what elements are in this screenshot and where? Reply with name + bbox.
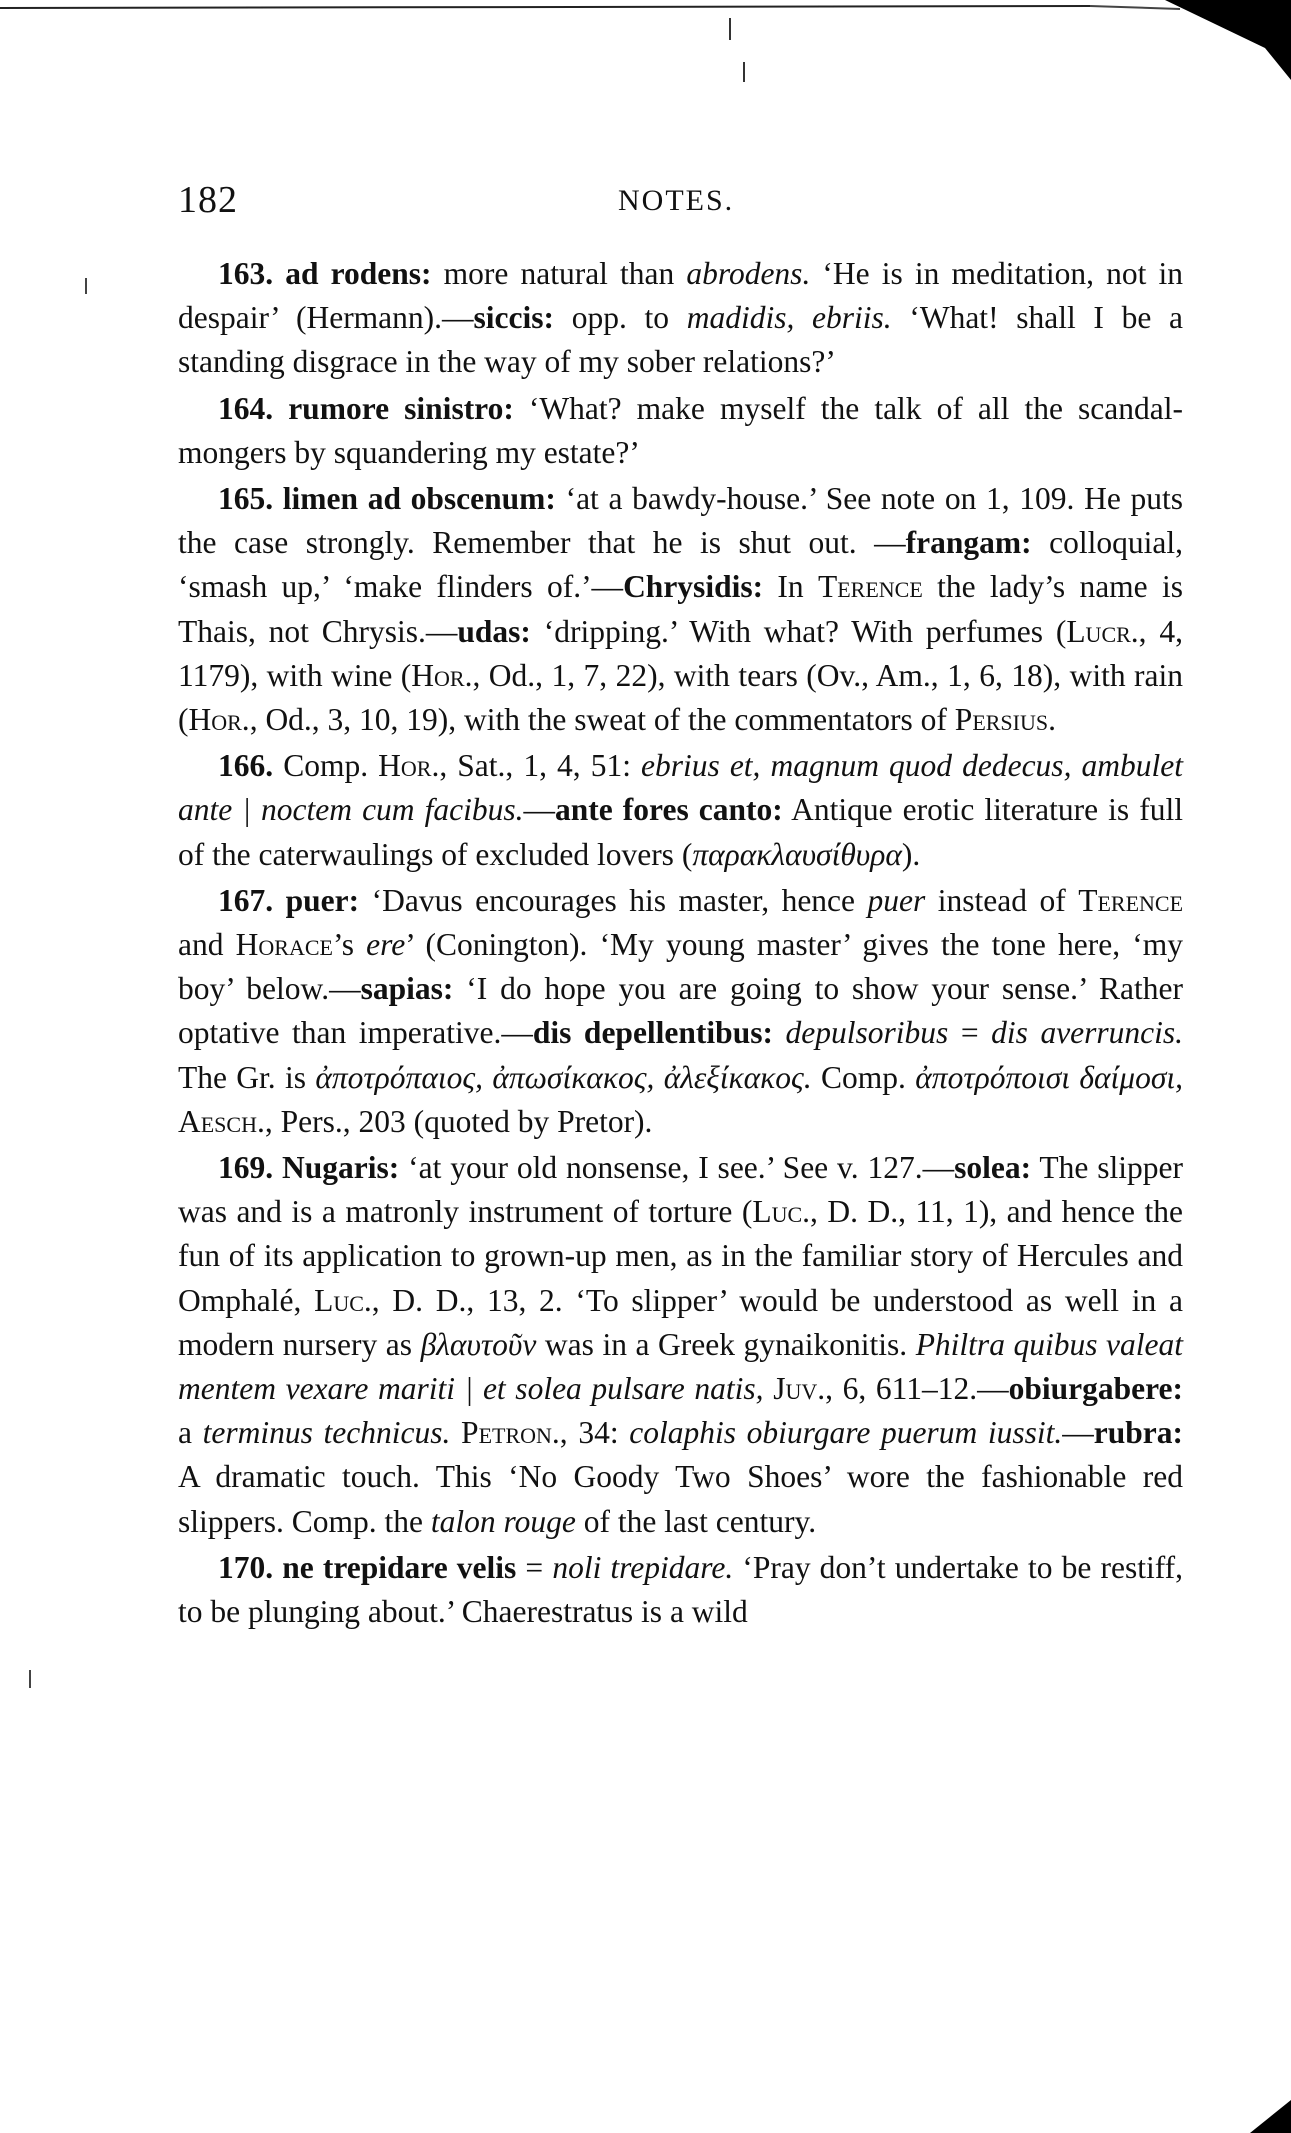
note-text: , Pers., 203 (quoted by Pretor). [264,1103,653,1139]
greek-text: ἀποτρόπαιος, ἀπωσίκακος, ἀλεξίκακος. [315,1059,812,1095]
lemma: Nugaris: [282,1150,400,1186]
author-name: Luc. [314,1282,372,1318]
note-text: ‘dripping.’ With what? With perfumes ( [530,613,1067,649]
scan-top-rule [0,6,1090,8]
note-text: — [523,792,555,828]
scan-top-rule-right [1090,6,1180,9]
lemma: siccis: [473,300,555,336]
note-text: , 34: [559,1415,630,1451]
note-text: ’ (Conington). ‘My young master’ gives the tone here, ‘my boy’ below.— [178,927,1184,1007]
note-text [764,1371,774,1406]
lemma: Chrysidis: [623,569,764,605]
lemma: ante fores canto: [555,792,783,828]
author-name: Hor. [188,702,250,738]
lemma: rumore sinistro: [288,390,514,426]
italic-text: puer [867,882,926,918]
lemma: frangam: [905,525,1032,561]
note-number: 166. [218,748,274,784]
note-text: A dramatic touch. This ‘No Goody Two Shoes’ wore the fashionable red slippers. Comp. the [178,1459,1183,1539]
author-name: Aesch. [178,1103,265,1139]
italic-text: depulsoribus [785,1015,949,1051]
author-name: Hor. [378,748,440,784]
author-name: Persius [954,702,1049,738]
note-text: = [948,1015,992,1051]
note-text: opp. to [554,300,687,336]
note-text: In [763,569,818,605]
lemma: ne trepidare velis [282,1549,517,1585]
greek-text: ἀποτρόποισι δαίμοσι, [915,1059,1184,1095]
note-text: ‘at your old nonsense, I see.’ See v. 127.— [399,1150,955,1186]
author-name: Terence [1078,882,1184,918]
note-text: , Sat., 1, 4, 51: [439,748,642,784]
note-163 [178,252,1183,385]
running-head [178,178,1183,224]
note-text: instead of [925,882,1079,918]
note-169 [178,1146,1183,1544]
author-name: Juv. [773,1371,826,1407]
author-name: Luc. [752,1194,811,1230]
note-text: . [1048,702,1056,738]
lemma: udas: [457,613,531,649]
note-text: Comp. [811,1059,916,1095]
italic-text: Philtra quibus valeat mentem vexare mariti | et solea pulsare natis, [178,1326,1184,1407]
italic-text: colaphis obiurgare puerum iussit. [629,1415,1063,1451]
note-text: more natural than [431,256,687,291]
lemma: puer: [285,882,360,918]
italic-text: dis averruncis. [991,1015,1184,1051]
note-text: Comp. [283,748,379,784]
notes-body [178,252,1183,1636]
note-text [773,1015,786,1050]
italic-text: ebrius et, magnum quod dedecus, ambulet ante | noctem cum facibus. [178,748,1183,828]
note-text: ’s [332,927,367,963]
note-170 [178,1546,1183,1634]
note-text: ‘Pray don’t undertake to be restiff, to be plunging about.’ Chaerestratus is a wild [178,1549,1184,1630]
note-text: , Od., 3, 10, 19), with the sweat of the commentators of [249,702,955,738]
note-text: The slipper was and is a matronly instrument of torture ( [178,1150,1183,1230]
note-text: ‘He is in meditation, not in despair’ (Hermann).— [178,256,1184,336]
lemma: solea: [954,1150,1032,1186]
note-text: the lady’s name is Thais, not Chrysis.— [178,569,1183,649]
author-name: Petron. [461,1415,560,1451]
note-text: ). [901,836,921,872]
note-text: ‘What? make myself the talk of all the scandal-mongers by squandering my estate?’ [178,390,1183,470]
lemma: ad rodens: [285,256,432,291]
scan-corner-flag-bottom [1250,2100,1291,2133]
lemma: dis depellentibus: [532,1015,773,1051]
author-name: Horace [235,927,333,963]
note-text: and [178,927,236,963]
lemma: limen ad obscenum: [282,481,556,517]
note-number: 169. [218,1150,274,1186]
note-number: 170. [218,1549,274,1585]
note-165 [178,477,1183,742]
note-number: 165. [218,481,274,517]
greek-text: βλαυτοῦν [420,1326,537,1362]
lemma: obiurgabere: [1008,1371,1183,1407]
note-text: , Od., 1, 7, 22), with tears (Ov., Am., 1, 6, 18), with rain ( [178,657,1184,738]
note-text: was in a Greek gynaikonitis. [536,1326,916,1362]
note-text: ‘Davus encourages his master, hence [359,882,868,918]
greek-text: παρακλαυσίθυρα [692,836,902,872]
italic-text: talon rouge [430,1503,576,1539]
note-text: Antique erotic literature is full of the caterwaulings of excluded lovers ( [178,792,1184,872]
italic-text: noli trepidare. [552,1549,734,1585]
italic-text: madidis, ebriis. [686,300,892,336]
lemma: rubra: [1093,1415,1183,1451]
note-text: The Gr. is [178,1059,316,1095]
note-number: 164. [218,390,274,426]
note-text: of the last century. [575,1503,817,1539]
note-number: 163. [218,256,274,291]
note-text: ‘I do hope you are going to show your sense.’ Rather optative than imperative.— [178,971,1183,1051]
note-164 [178,387,1183,475]
scan-corner-flag-top [1165,0,1291,80]
note-text: ‘What! shall I be a standing disgrace in the way of my sober relations?’ [178,300,1183,380]
lemma: sapias: [360,971,454,1007]
note-text: = [516,1549,553,1585]
note-text: — [1062,1415,1094,1451]
note-text: colloquial, ‘smash up,’ ‘make flinders of.’— [178,525,1183,605]
italic-text: abrodens. [686,256,811,291]
note-text: a [178,1415,203,1451]
note-167 [178,879,1183,1144]
author-name: Hor. [411,657,473,693]
note-number: 167. [218,882,274,918]
note-text: , 4, 1179), with wine ( [178,613,1183,693]
note-text: , D. D., 13, 2. ‘To slipper’ would be understood as well in a modern nursery as [178,1282,1184,1362]
note-text: , 6, 611–12.— [825,1371,1009,1407]
page-number: 182 [178,179,238,221]
note-text [450,1415,461,1450]
italic-text: terminus technicus. [202,1415,451,1451]
note-text: ‘at a bawdy-house.’ See note on 1, 109. He puts the case strongly. Remember that he is shut out. — [178,481,1183,561]
author-name: Terence [817,569,923,605]
running-head-title: NOTES. [618,184,735,217]
note-text: , D. D., 11, 1), and hence the fun of its application to grown-up men, as in the familiar story of Hercules and Omphalé, [178,1194,1183,1318]
italic-text: ere [366,927,406,963]
note-166 [178,744,1183,877]
author-name: Lucr. [1066,613,1139,649]
